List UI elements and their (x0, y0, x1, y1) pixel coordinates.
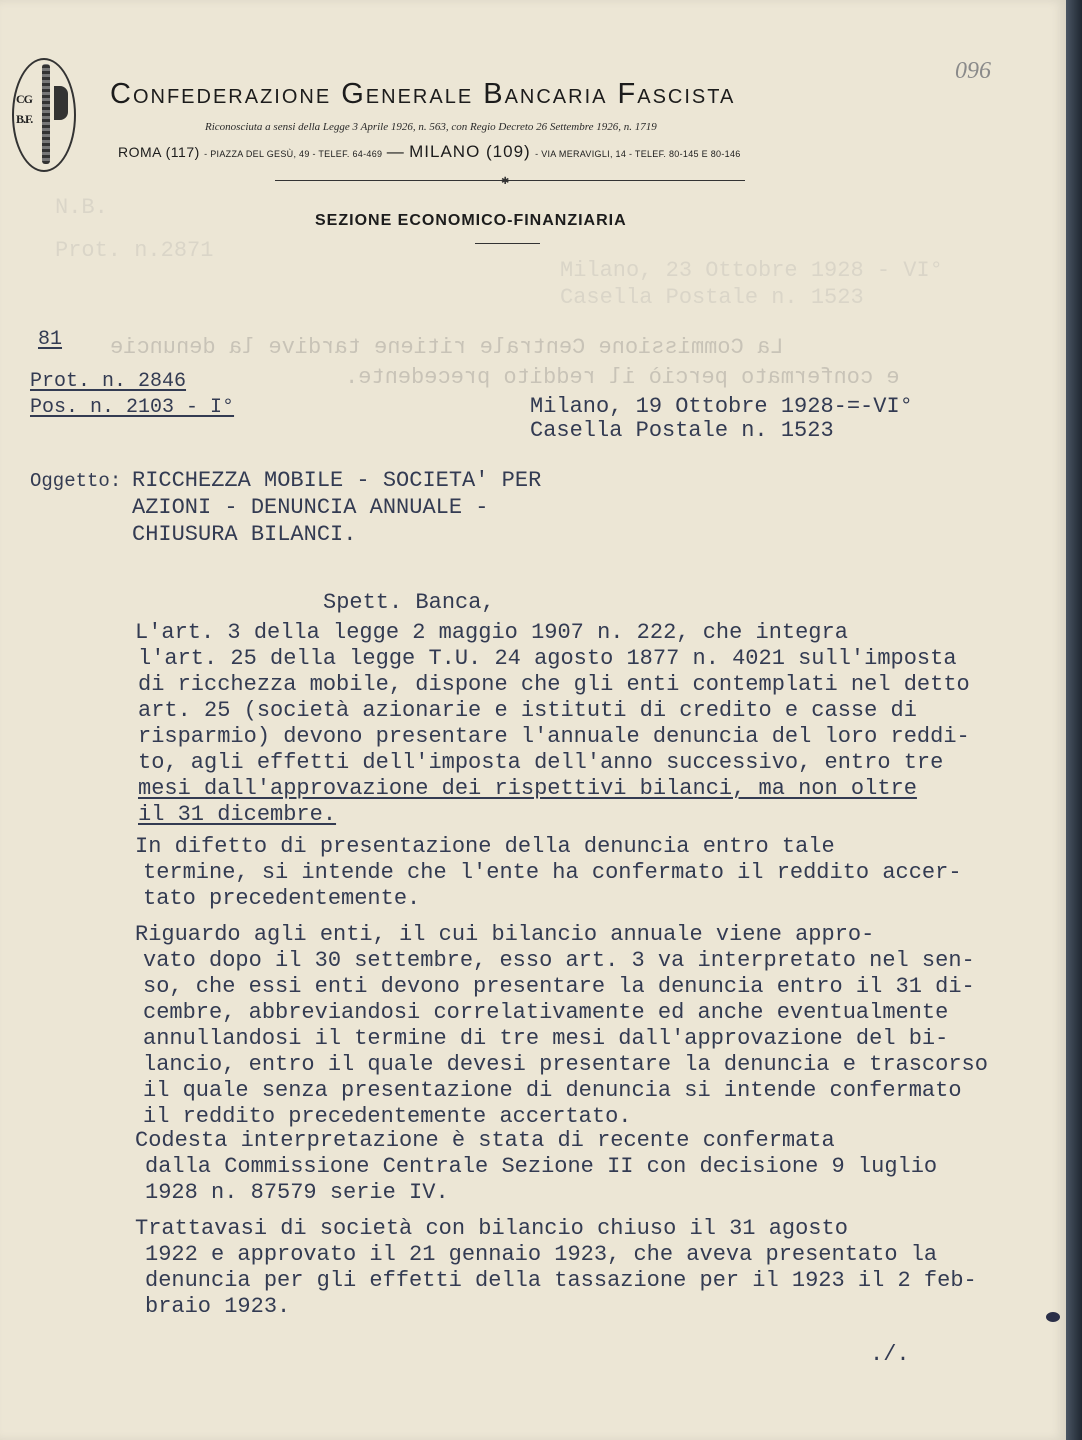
separator-dash: — (386, 142, 405, 161)
divider (475, 243, 540, 244)
subject-line: AZIONI - DENUNCIA ANNUALE - (132, 495, 489, 520)
bleed-through-text: La Commissione Centrale ritiene tardive la denuncie (110, 335, 784, 360)
logo-text: B.F. (16, 112, 33, 126)
body-line: to, agli effetti dell'imposta dell'anno successivo, entro tre (138, 750, 944, 775)
body-line: so, che essi enti devono presentare la denuncia entro il 31 di- (143, 974, 975, 999)
body-line: mesi dall'approvazione dei rispettivi bilanci, ma non oltre (138, 776, 917, 801)
fasces-logo (12, 58, 76, 172)
legal-recognition: Riconosciuta a sensi della Legge 3 Aprile 1926, n. 563, con Regio Decreto 26 Settembre 1926, n. 1719 (205, 121, 657, 133)
roma-label: ROMA (117) (118, 144, 200, 160)
body-line: annullandosi il termine di tre mesi dall'approvazione del bi- (143, 1026, 949, 1051)
subject-line: RICCHEZZA MOBILE - SOCIETA' PER (132, 468, 542, 493)
milano-address: - VIA MERAVIGLI, 14 - TELEF. 80-145 E 80-146 (535, 149, 741, 159)
postal-box-line: Casella Postale n. 1523 (530, 418, 834, 443)
body-line: termine, si intende che l'ente ha confermato il reddito accer- (143, 860, 962, 885)
divider (275, 180, 745, 181)
protocol-number: Prot. n. 2846 (30, 370, 187, 393)
body-line: cembre, abbreviandosi correlativamente ed anche eventualmente (143, 1000, 949, 1025)
milano-label: MILANO (109) (409, 142, 531, 161)
salutation: Spett. Banca, (323, 590, 495, 615)
body-line: denuncia per gli effetti della tassazione per il 1923 il 2 feb- (145, 1268, 977, 1293)
bleed-through-text: Milano, 23 Ottobre 1928 - VI° (560, 258, 943, 283)
logo-text: CG (16, 92, 32, 106)
axe-blade-icon (54, 86, 68, 120)
organization-name: Confederazione Generale Bancaria Fascista (110, 78, 736, 110)
bleed-through-text: Prot. n.2871 (55, 238, 214, 263)
archive-number: 096 (955, 58, 991, 84)
bleed-through-text: Casella Postale n. 1523 (560, 285, 864, 310)
body-line: di ricchezza mobile, dispone che gli enti contemplati nel detto (138, 672, 970, 697)
continuation-mark: ./. (870, 1342, 910, 1367)
body-line: 1922 e approvato il 21 gennaio 1923, che aveva presentato la (145, 1242, 938, 1267)
body-line: 1928 n. 87579 serie IV. (145, 1180, 449, 1205)
subject-line: CHIUSURA BILANCI. (132, 522, 357, 547)
body-line: lancio, entro il quale devesi presentare la denuncia e trascorso (143, 1052, 988, 1077)
body-line: l'art. 25 della legge T.U. 24 agosto 1877 n. 4021 sull'imposta (138, 646, 957, 671)
body-line: tato precedentemente. (143, 886, 421, 911)
body-line: In difetto di presentazione della denuncia entro tale (135, 834, 835, 859)
body-line: L'art. 3 della legge 2 maggio 1907 n. 222, che integra (135, 620, 848, 645)
binder-edge (1066, 0, 1082, 1440)
body-line: risparmio) devono presentare l'annuale denuncia del loro reddi- (138, 724, 970, 749)
body-line: Riguardo agli enti, il cui bilancio annuale viene appro- (135, 922, 875, 947)
body-line: vato dopo il 30 settembre, esso art. 3 va interpretato nel sen- (143, 948, 975, 973)
position-number: Pos. n. 2103 - I° (30, 396, 235, 419)
addresses-line (118, 142, 741, 162)
body-line: art. 25 (società azionarie e istituti di credito e casse di (138, 698, 917, 723)
reference-number: 81 (38, 328, 63, 351)
roma-address: - PIAZZA DEL GESÙ, 49 - TELEF. 64-469 (204, 149, 383, 159)
section-title: SEZIONE ECONOMICO-FINANZIARIA (315, 212, 627, 229)
body-line: braio 1923. (145, 1294, 291, 1319)
fasces-icon (42, 64, 50, 164)
body-line: dalla Commissione Centrale Sezione II con decisione 9 luglio (145, 1154, 938, 1179)
subject-label: Oggetto: (30, 470, 122, 492)
ink-smudge (1046, 1312, 1060, 1322)
body-line: Trattavasi di società con bilancio chiuso il 31 agosto (135, 1216, 848, 1241)
bleed-through-text: N.B. (55, 195, 108, 220)
date-line: Milano, 19 Ottobre 1928-=-VI° (530, 394, 913, 419)
body-line: il 31 dicembre. (138, 802, 337, 827)
body-line: Codesta interpretazione è stata di recente confermata (135, 1128, 835, 1153)
body-line: il reddito precedentemente accertato. (143, 1104, 632, 1129)
star-ornament-icon: ✱ (501, 176, 510, 187)
body-line: il quale senza presentazione di denuncia si intende confermato (143, 1078, 962, 1103)
bleed-through-text: e confermato perciò il reddito precedente. (345, 365, 900, 390)
